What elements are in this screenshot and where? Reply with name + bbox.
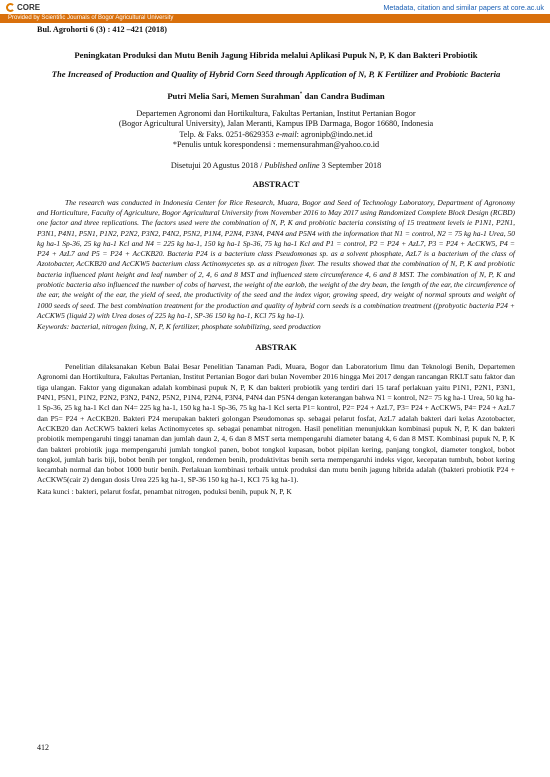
published-label: Published online bbox=[264, 160, 320, 170]
provided-by-bar[interactable]: Provided by Scientific Journals of Bogor Agricultural University bbox=[0, 14, 550, 23]
title-indonesian: Peningkatan Produksi dan Mutu Benih Jagung Hibrida melalui Aplikasi Pupuk N, P, K dan Bakteri Probiotik bbox=[74, 50, 478, 60]
affiliation-line-3 bbox=[37, 130, 515, 140]
affiliation bbox=[37, 109, 515, 151]
author-list bbox=[37, 91, 515, 101]
title-english: The Increased of Production and Quality of Hybrid Corn Seed through Application of N, P, K Fertilizer and Probiotic Bacteria bbox=[51, 69, 501, 79]
core-logo-icon bbox=[6, 3, 15, 12]
paper-page bbox=[37, 25, 515, 497]
affiliation-line-4: *Penulis untuk korespondensi : memensurahman@yahoo.co.id bbox=[172, 140, 380, 150]
corresponding-mark: * bbox=[299, 92, 303, 98]
core-metadata-link[interactable]: Metadata, citation and similar papers at core.ac.uk bbox=[383, 2, 544, 12]
published-date: 3 September 2018 bbox=[319, 160, 382, 170]
phone-fax: Telp. & Faks. 0251-8629353 bbox=[179, 129, 276, 139]
page-number: 412 bbox=[37, 743, 49, 752]
core-logo[interactable] bbox=[6, 3, 40, 12]
approved-date: Disetujui 20 Agustus 2018 / bbox=[170, 160, 265, 170]
affiliation-line-1: Departemen Agronomi dan Hortikultura, Fakultas Pertanian, Institut Pertanian Bogor bbox=[136, 109, 416, 118]
core-header-bar bbox=[0, 0, 550, 14]
authors-tail: dan Candra Budiman bbox=[302, 91, 385, 101]
email-address: : agronipb@indo.net.id bbox=[296, 129, 373, 139]
authors-main: Putri Melia Sari, Memen Surahman bbox=[167, 91, 300, 101]
keywords-english: Keywords: bacterial, nitrogen fixing, N, P, K fertilizer, phosphate solubilizing, seed production bbox=[37, 322, 321, 332]
journal-reference: Bul. Agrohorti 6 (3) : 412 –421 (2018) bbox=[37, 25, 167, 34]
email-label: e-mail bbox=[275, 129, 297, 139]
abstract-english: The research was conducted in Indonesia Center for Rice Research, Muara, Bogor and Seed of Technology Laboratory, Department of Agronomy and Horticulture, Faculty of Agriculture, Bogor Agricultural University from November 2016 to May 2017 using Randomized Complete Block Design (RCBD) one factor and three replications. The factors used were the combination of N, P, K and probiotic bacteria consisting of 15 treatment levels ie P1N1, P2N1, P3N1, P4N1, P5N1, P1N2, P2N2, P3N2, P4N2, P5N2, P1N4, P2N4, P3N4, P4N4 and P5N4 with the information that N1 = control, N2 = 75 kg ha-1 Urea, 50 kg ha-1 Sp-36, 25 kg ha-1 Kcl and N4 = 225 kg ha-1, 150 kg ha-1 Sp-36, 75 kg ha-1 Kcl and P1 = control, P2 = P24 + AzL7, P3 = P24 + AcCKW5, P4 = P24 + AzL7 and P5 = P24 + AcCKB20. Bacteria P24 is a bacterium class Pseudomonas sp. as a solvent phosphate, AzL7 is a bacterium of the class of Azotobacter, AcCKB20 and AcCKW5 bacterium class Actinomycetes sp. as a nitrogen fixer. The results showed that the combination of N, P, K and probiotic bacteria influenced plant height and leaf number of 2, 4, 6 and 8 MST and influenced stem circumference 4, 6 and 8 MST. The combination of N, P, K and probiotic bacteria also influenced the number of cobs of harvest, the weight of the earlob, the weight of the dry bean, the length of the ear, the circumference of the ear, the weight of the ear, the yield of seed, the productivity of the seed and the index vigor, growing speed, dry weight of normal sprouts and weight of 1000 seeds of seed. The best combination treatment for the production and quality of hybrid corn seeds is a combination treatment ((probyotic bacteria P24 + AcCKW5 (liquid 2) with Urea doses of 225 kg ha-1, SP-36 150 kg ha-1, KCl 75 kg ha-1). bbox=[37, 197, 515, 320]
publication-dates bbox=[37, 161, 515, 170]
abstract-heading: ABSTRACT bbox=[252, 178, 300, 189]
core-logo-text: CORE bbox=[17, 2, 41, 12]
abstract-indonesian: Penelitian dilaksanakan Kebun Balai Besar Penelitian Tanaman Padi, Muara, Bogor dan Laboratorium Ilmu dan Teknologi Benih, Departemen Agronomi dan Hortikultura, Fakultas Pertanian, Institut Pertanian Bogor dari bulan November 2016 hingga Mei 2017 dengan rancangan RKLT satu faktor dan tiga ulangan. Faktor yang digunakan adalah kombinasi pupuk N, P, K dan bakteri probiotik yang terdiri dari 15 taraf perlakuan yaitu P1N1, P2N1, P3N1, P4N1, P5N1, P1N2, P2N2, P3N2, P4N2, P5N2, P1N4, P2N4, P3N4, P4N4 dan P5N4 dengan keterangan bahwa N1 = kontrol, N2= 75 kg ha-1 Urea, 50 kg ha-1 Sp-36, 25 kg ha-1 Kcl dan N4= 225 kg ha-1, 150 kg ha-1 Sp-36, 75 kg ha-1 Kcl serta P1= kontrol, P2= P24 + AzL7, P3= P24 + AcCKW5, P4= P24 + AzL7 dan P5= P24 + AcCKB20. Bakteri P24 merupakan bakteri golongan Pseudomonas sp. sebagai pelarut fosfat, AzL7 adalah bakteri dari kelas Azotobacter, AcCKB20 dan AcCKW5 bakteri kelas Actinomycetes sp. sebagai penambat nitrogen. Hasil penelitian menunjukkan kombinasi pupuk N, P, K dan bakteri probiotik mempengaruhi tinggi tanaman dan jumlah daun 2, 4, 6 dan 8 MST serta mempengaruhi diameter batang 4, 6 dan 8 MST. Kombinasi pupuk N, P, K dan bakteri probiotik juga mempengaruhi jumlah tongkol panen, bobot tongkol kupasan, bobot pipilan kering, panjang tongkol, diameter tongkol, bobot tongkol, jumlah baris biji, bobot benih per tongkol, rendemen benih, produktivitas benih serta mempengaruhi indeks vigor, kecepatan tumbuh, bobot kering kecambah normal dan bobot 1000 butir benih. Perlakuan kombinasi terbaik untuk produksi dan mutu benih jagung hibrida adalah ((bakteri probiotik P24 + AcCKW5(cair 2) dengan dosis Urea 225 kg ha-1, SP-36 150 kg ha-1, KCl 75 kg ha-1). bbox=[37, 362, 515, 485]
affiliation-line-2: (Bogor Agricultural University), Jalan Meranti, Kampus IPB Darmaga, Bogor 16680, Indonesia bbox=[118, 119, 434, 129]
abstrak-heading: ABSTRAK bbox=[255, 342, 297, 353]
keywords-indonesian: Kata kunci : bakteri, pelarut fosfat, penambat nitrogen, poduksi benih, pupuk N, P, K bbox=[37, 486, 292, 496]
